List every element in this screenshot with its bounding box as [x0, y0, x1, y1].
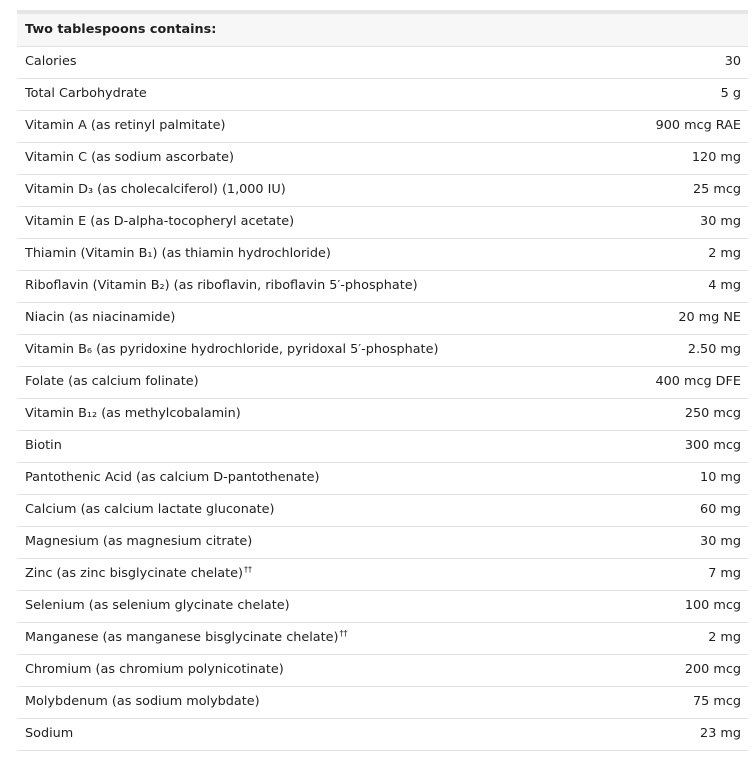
nutrient-name: Calcium (as calcium lactate gluconate): [25, 502, 275, 518]
nutrient-amount: 250 mcg: [684, 406, 741, 422]
nutrient-name: Vitamin D₃ (as cholecalciferol) (1,000 IU): [25, 182, 286, 198]
nutrient-amount: 900 mcg RAE: [655, 118, 741, 134]
nutrient-name: Manganese (as manganese bisglycinate chelate): [25, 630, 339, 646]
table-row: [17, 303, 748, 335]
nutrient-name: Total Carbohydrate: [25, 86, 147, 102]
nutrient-name: Magnesium (as magnesium citrate): [25, 534, 253, 550]
nutrient-name: Vitamin B₁₂ (as methylcobalamin): [25, 406, 241, 422]
nutrient-name-wrapper: [25, 564, 252, 582]
nutrient-amount: 2 mg: [708, 246, 741, 262]
table-row: [17, 175, 748, 207]
table-row: [17, 687, 748, 719]
table-row: [17, 111, 748, 143]
table-row: [17, 527, 748, 559]
table-row: [17, 655, 748, 687]
nutrient-amount: 4 mg: [708, 278, 741, 294]
nutrient-name-wrapper: [25, 628, 348, 646]
nutrient-amount: 5 g: [720, 86, 741, 102]
nutrient-name: Molybdenum (as sodium molybdate): [25, 694, 260, 710]
nutrient-amount: 20 mg NE: [678, 310, 741, 326]
table-row: [17, 495, 748, 527]
nutrient-name: Biotin: [25, 438, 62, 454]
nutrient-name: Selenium (as selenium glycinate chelate): [25, 598, 290, 614]
nutrient-name: Zinc (as zinc bisglycinate chelate): [25, 566, 243, 582]
table-row: [17, 271, 748, 303]
table-row: [17, 591, 748, 623]
nutrient-name: Sodium: [25, 726, 74, 742]
footnote-marker: ††: [244, 564, 252, 574]
nutrient-name: Vitamin E (as D-alpha-tocopheryl acetate): [25, 214, 295, 230]
table-row: [17, 399, 748, 431]
nutrient-amount: 30 mg: [700, 214, 741, 230]
table-row: [17, 47, 748, 79]
nutrient-amount: 10 mg: [700, 470, 741, 486]
nutrient-amount: 30: [724, 54, 741, 70]
nutrient-name: Niacin (as niacinamide): [25, 310, 176, 326]
table-row: [17, 463, 748, 495]
nutrient-name: Vitamin C (as sodium ascorbate): [25, 150, 234, 166]
table-row: [17, 431, 748, 463]
table-row: [17, 79, 748, 111]
table-row: [17, 719, 748, 751]
table-header-row: [17, 14, 748, 47]
nutrient-amount: 30 mg: [700, 534, 741, 550]
table-row: [17, 623, 748, 655]
nutrient-name: Thiamin (Vitamin B₁) (as thiamin hydrochloride): [25, 246, 331, 262]
supplement-facts-panel: [17, 10, 748, 751]
table-row: [17, 207, 748, 239]
nutrient-name: Vitamin B₆ (as pyridoxine hydrochloride, pyridoxal 5′-phosphate): [25, 342, 439, 358]
table-row: [17, 559, 748, 591]
nutrient-amount: 75 mcg: [693, 694, 741, 710]
nutrient-name: Pantothenic Acid (as calcium D-pantothenate): [25, 470, 320, 486]
nutrient-amount: 400 mcg DFE: [655, 374, 741, 390]
nutrient-amount: 300 mcg: [684, 438, 741, 454]
nutrient-amount: 100 mcg: [684, 598, 741, 614]
footnote-marker: ††: [339, 628, 348, 638]
table-row: [17, 143, 748, 175]
nutrient-amount: 2 mg: [708, 630, 741, 646]
nutrient-amount: 25 mcg: [693, 182, 741, 198]
nutrient-name: Calories: [25, 54, 77, 70]
nutrient-amount: 120 mg: [691, 150, 741, 166]
table-row: [17, 367, 748, 399]
nutrient-amount: 2.50 mg: [687, 342, 741, 358]
nutrient-amount: 23 mg: [700, 726, 741, 742]
table-header-label: Two tablespoons contains:: [25, 21, 217, 37]
nutrient-amount: 200 mcg: [684, 662, 741, 678]
nutrient-name: Vitamin A (as retinyl palmitate): [25, 118, 226, 134]
nutrient-amount: 7 mg: [708, 566, 741, 582]
table-row: [17, 335, 748, 367]
nutrient-name: Riboflavin (Vitamin B₂) (as riboflavin, riboflavin 5′-phosphate): [25, 278, 418, 294]
nutrient-name: Chromium (as chromium polynicotinate): [25, 662, 284, 678]
nutrient-name: Folate (as calcium folinate): [25, 374, 199, 390]
nutrient-amount: 60 mg: [700, 502, 741, 518]
table-row: [17, 239, 748, 271]
